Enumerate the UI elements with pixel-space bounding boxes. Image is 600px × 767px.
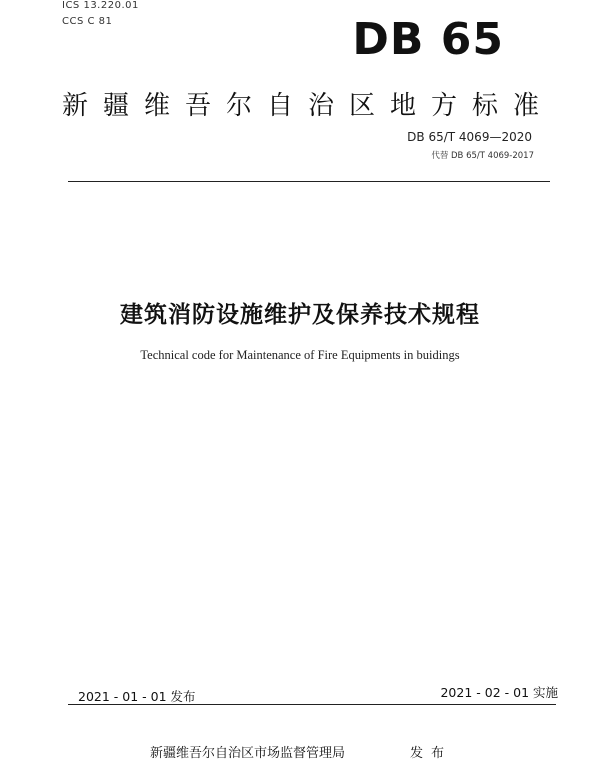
publisher-name: 新疆维吾尔自治区市场监督管理局 xyxy=(150,746,346,761)
document-title-zh: 建筑消防设施维护及保养技术规程 xyxy=(120,302,480,328)
implementation-date: 2021 - 02 - 01 实施 xyxy=(440,685,558,700)
publish-label: 发布 xyxy=(410,746,453,761)
ics-code: ICS 13.220.01 xyxy=(62,0,139,11)
top-divider xyxy=(68,181,550,182)
supersedes-note: 代替 DB 65/T 4069-2017 xyxy=(431,151,534,161)
issue-date: 2021 - 01 - 01 发布 xyxy=(78,689,196,704)
document-title-en: Technical code for Maintenance of Fire Equipments in buidings xyxy=(140,348,460,362)
bottom-divider xyxy=(68,704,556,705)
ccs-code: CCS C 81 xyxy=(62,16,113,27)
organization-title: 新疆维吾尔自治区地方标准 xyxy=(62,91,555,121)
standard-code: DB 65/T 4069—2020 xyxy=(407,130,532,144)
standard-logo: DB 65 xyxy=(352,14,504,65)
